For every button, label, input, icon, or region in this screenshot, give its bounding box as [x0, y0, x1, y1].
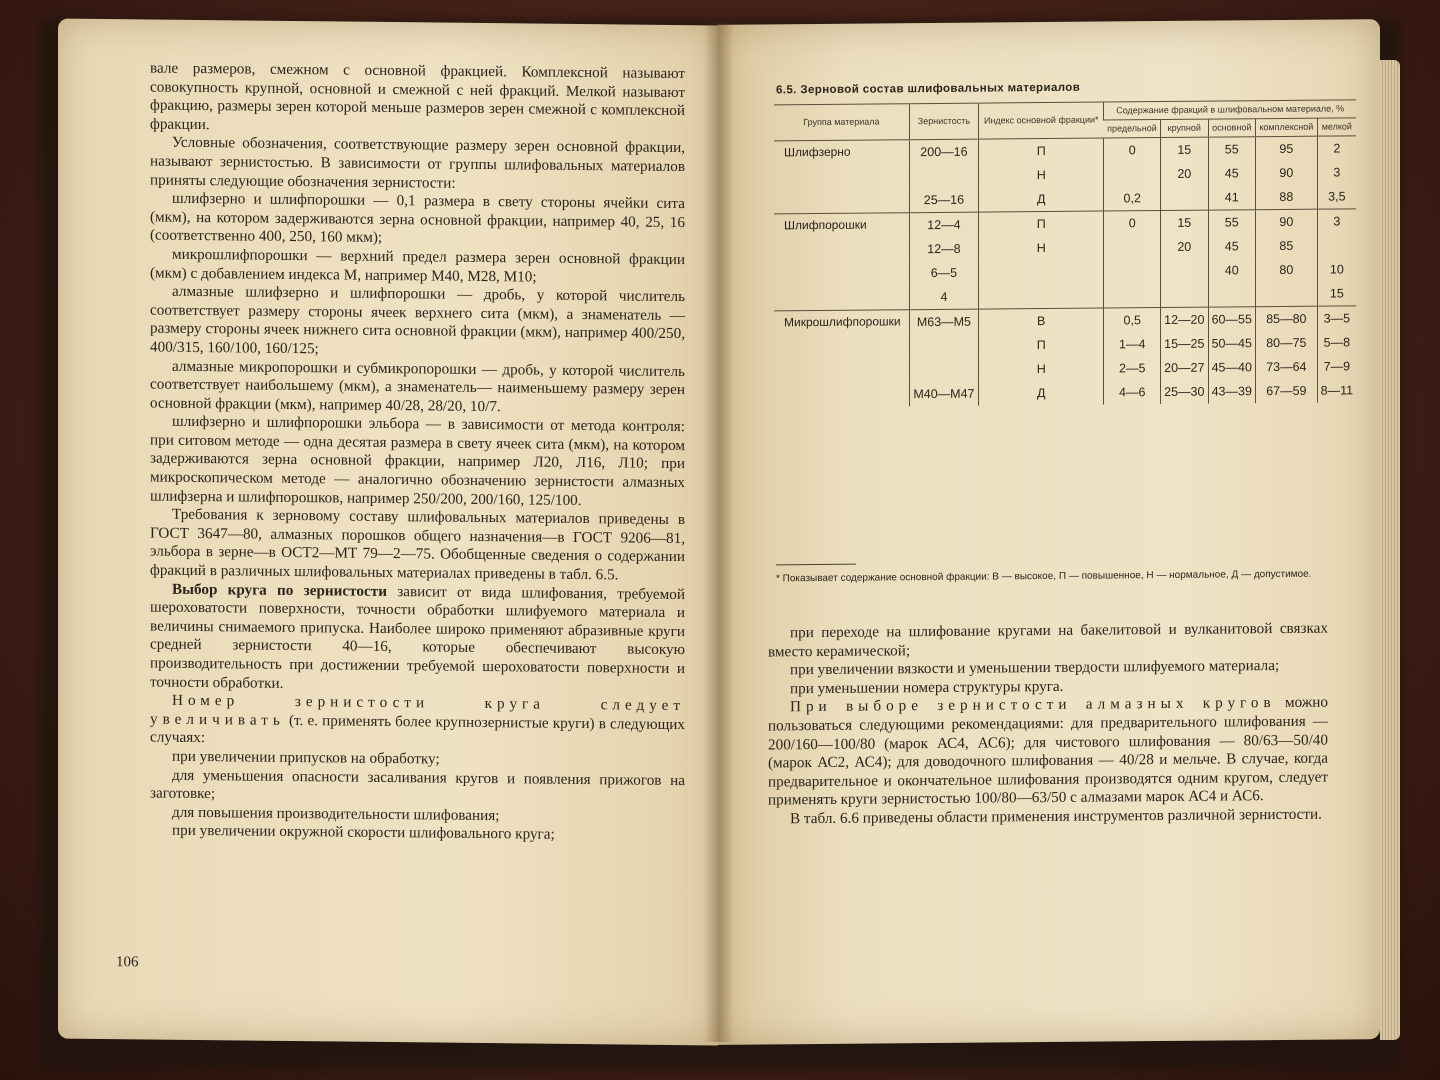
table-cell-grit: 12—8 — [909, 237, 978, 262]
table-cell-index: Н — [979, 236, 1104, 261]
header-main: основной — [1208, 119, 1255, 137]
table-cell-c2 — [1161, 283, 1208, 308]
table-cell-c5: 3 — [1317, 160, 1356, 184]
paragraph-text: шлифзерно и шлифпорошки — 0,1 размера в свету стороны ячейки сита (мкм), на котором задерживаются зерна основной фракции, например 40, 25, 16 (соответственно 400, 250, 160 мкм); — [150, 189, 685, 247]
table-cell-group — [774, 334, 909, 359]
paragraph-text: вале размеров, смежном с основной фракцией. Комплексной называют совокупность крупной, основной и смежной с ней фракций. Мелкой называют фракцию, размеры зерен которой меньше размеров зерен смежной с комплексной фракции. — [150, 59, 685, 133]
table-cell-index: В — [979, 308, 1104, 334]
header-fine: мелкой — [1317, 118, 1356, 136]
table-cell-index: П — [979, 333, 1104, 358]
table-cell-c2: 20 — [1161, 235, 1208, 259]
table-cell-index: Д — [979, 381, 1104, 406]
table-cell-c1: 0 — [1104, 138, 1161, 163]
paragraph — [150, 357, 685, 418]
table-cell-c2: 20—27 — [1161, 356, 1208, 380]
paragraph-text: для уменьшения опасности засаливания кругов и появления прижогов на заготовке; — [150, 766, 685, 803]
left-text-column — [150, 60, 685, 847]
table-cell-c2 — [1161, 186, 1208, 211]
paragraph-text: при увеличении вязкости и уменьшении твердости шлифуемого материала; — [790, 657, 1280, 679]
paragraph-text: Условные обозначения, соответствующие размеру зерен основной фракции, называют зернистостью. В зависимости от группы шлифовальных материалов приняты следующие обозначения зернистости: — [150, 134, 685, 192]
table-cell-grit: 6—5 — [909, 261, 978, 286]
table-cell-c4: 80—75 — [1255, 331, 1317, 356]
table-cell-group — [774, 261, 909, 286]
table-cell-c1: 0,2 — [1104, 186, 1161, 211]
table-cell-c5: 3 — [1317, 209, 1356, 234]
table-cell-c5: 3,5 — [1317, 184, 1356, 209]
header-limit: предельной — [1104, 120, 1161, 138]
table-body — [774, 136, 1356, 408]
paragraph — [150, 580, 685, 697]
table-cell-group: Микрошлифпорошки — [774, 310, 909, 336]
paragraph-text: при увеличении окружной скорости шлифовального круга; — [172, 822, 555, 844]
table-row — [774, 378, 1356, 407]
table-cell-grit — [909, 334, 978, 359]
paragraph — [150, 245, 685, 288]
paragraph — [150, 692, 685, 753]
table-cell-c5: 2 — [1317, 136, 1356, 161]
paragraph — [768, 806, 1328, 829]
table-cell-index: Н — [979, 357, 1104, 382]
table-cell-c2 — [1161, 259, 1208, 283]
table-cell-c1: 0 — [1104, 211, 1161, 236]
table-cell-c5: 15 — [1317, 281, 1356, 306]
table-cell-c4: 90 — [1255, 209, 1317, 234]
table-cell-c1 — [1104, 162, 1161, 186]
table-cell-c3: 41 — [1208, 185, 1255, 210]
table-cell-index — [979, 284, 1104, 310]
table-cell-c1 — [1104, 283, 1161, 308]
table-cell-c4: 80 — [1255, 258, 1317, 283]
page-edges — [1380, 60, 1400, 1040]
paragraph — [150, 283, 685, 363]
paragraph-bold-lead: Выбор круга по зернистости — [172, 580, 387, 600]
table-cell-group — [774, 382, 909, 407]
paragraph — [768, 694, 1328, 810]
table-cell-c5: 10 — [1317, 257, 1356, 281]
table-cell-c3 — [1208, 282, 1255, 307]
table-cell-c3: 45—40 — [1208, 355, 1255, 379]
table-cell-c3: 60—55 — [1208, 307, 1255, 332]
table-title: 6.5. Зерновой состав шлифовальных материалов — [776, 81, 1081, 97]
paragraph-text: при увеличении припусков на обработку; — [172, 747, 440, 768]
header-content: Содержание фракций в шлифовальном материале, % — [1104, 100, 1356, 120]
table-cell-group — [774, 164, 909, 189]
table-cell-c4: 95 — [1255, 136, 1317, 161]
table-cell-c3: 45 — [1208, 234, 1255, 258]
table-cell-c3: 50—45 — [1208, 331, 1255, 355]
table-cell-c1: 2—5 — [1104, 356, 1161, 380]
table-cell-group — [774, 188, 909, 214]
paragraph — [150, 134, 685, 195]
header-group: Группа материала — [774, 104, 909, 141]
table-cell-grit: 25—16 — [909, 188, 978, 213]
table-cell-c1 — [1104, 259, 1161, 283]
paragraph — [150, 190, 685, 251]
table-cell-grit — [909, 358, 978, 383]
left-page — [58, 19, 718, 1046]
table-cell-c5 — [1317, 233, 1356, 257]
paragraph-text: Требования к зерновому составу шлифовальных материалов приведены в ГОСТ 3647—80, алмазных порошков общего назначения—в ГОСТ 9206—81, эльбора в зерне—в ОСТ2—МТ 79—2—75. Обобщенные сведения о содержании фракций в различных шлифовальных материалах приведены в табл. 6.5. — [150, 505, 685, 584]
table-footnote: * Показывает содержание основной фракции: В — высокое, П — повышенное, Н — нормальное, Д — допустимое. — [776, 568, 1312, 585]
table-cell-c4: 73—64 — [1255, 355, 1317, 380]
paragraph-text: (т. е. применять более крупнозернистые круги) в следующих случаях: — [150, 711, 685, 747]
right-page — [718, 19, 1380, 1045]
paragraph-text: зависит от вида шлифования, требуемой шероховатости поверхности, точности обработки шлифуемого материала и величины снимаемого припуска. Наиболее широко применяют абразивные круги средней зернистости 40—16, которые обеспечивают высокую производительность при достижении требуемой шероховатости поверхности и точности обработки. — [150, 582, 686, 692]
table-cell-grit: М40—М47 — [909, 382, 978, 407]
paragraph-spaced-lead: При выборе зернистости алмазных кругов — [790, 694, 1276, 716]
table-cell-c5: 5—8 — [1317, 330, 1356, 354]
paragraph-text: для повышения производительности шлифования; — [172, 803, 500, 824]
table-cell-c5: 3—5 — [1317, 306, 1356, 331]
header-coarse: крупной — [1161, 119, 1208, 137]
paragraph — [150, 60, 685, 140]
table-cell-group: Шлифпорошки — [774, 213, 909, 239]
header-grit: Зернистость — [909, 103, 978, 140]
table-cell-c2: 15 — [1161, 137, 1208, 162]
table-cell-index: П — [979, 138, 1104, 164]
table-cell-c5: 8—11 — [1317, 378, 1356, 402]
paragraph — [150, 413, 685, 512]
table-cell-c3: 40 — [1208, 258, 1255, 282]
table-cell-c3: 55 — [1208, 137, 1255, 162]
table-cell-index: П — [979, 211, 1104, 237]
table-cell-group — [774, 358, 909, 383]
table-cell-c5: 7—9 — [1317, 354, 1356, 378]
table-cell-c4: 88 — [1255, 185, 1317, 210]
header-complex: комплексной — [1255, 118, 1317, 137]
paragraph-text: алмазные шлифзерно и шлифпорошки — дробь, у которой числитель соответствует размеру стороны ячеек верхнего сита (мкм), а знаменатель — размеру стороны ячеек нижнего сита основной фракции (мкм), например 400/250, 400/315, 160/100, 160/125; — [150, 282, 685, 358]
table-cell-c2: 25—30 — [1161, 380, 1208, 404]
table-cell-grit: М63—М5 — [909, 309, 978, 334]
table-cell-c4: 85—80 — [1255, 306, 1317, 331]
table-cell-c2: 20 — [1161, 162, 1208, 186]
paragraph-text: при уменьшении номера структуры круга. — [790, 677, 1064, 698]
table-cell-c2: 15 — [1161, 210, 1208, 235]
table-cell-c1 — [1104, 235, 1161, 259]
header-index: Индекс основной фракции* — [979, 102, 1104, 139]
table-cell-group: Шлифзерно — [774, 140, 909, 166]
table-cell-grit: 4 — [909, 285, 978, 310]
right-text-column — [768, 620, 1328, 829]
paragraph — [150, 766, 685, 809]
paragraph-text: при переходе на шлифование кругами на бакелитовой и вулканитовой связках вместо керамической; — [768, 619, 1328, 661]
paragraph — [150, 506, 685, 586]
table-cell-index: Д — [979, 187, 1104, 213]
page-number: 106 — [116, 954, 139, 971]
paragraph-text: алмазные микропорошки и субмикропорошки — дробь, у которой числитель соответствует наибольшему (мкм), а знаменатель— наименьшему размеру зерен основной фракции (мкм), например 40/28, 28/20, 10/7. — [150, 357, 685, 415]
table-cell-grit: 12—4 — [909, 212, 978, 237]
table-cell-group — [774, 237, 909, 262]
table-cell-c2: 15—25 — [1161, 332, 1208, 356]
paragraph-text: микрошлифпорошки — верхний предел размера зерен основной фракции (мкм) с добавлением индекса М, например М40, М28, М10; — [150, 245, 685, 286]
table-cell-group — [774, 285, 909, 311]
paragraph-spaced-lead: Номер зернистости круга следует увеличивать — [150, 691, 685, 729]
table-cell-c4: 67—59 — [1255, 379, 1317, 404]
paragraph — [768, 620, 1328, 662]
footnote-rule — [776, 564, 856, 566]
table-cell-index: Н — [979, 163, 1104, 188]
paragraph-text: можно пользоваться следующими рекомендациями: для предварительного шлифования — 200/160—100/80 (марок АС4, АС6); для чистового шлифования — 80/63—50/40 (марок АС2, АС4); для доводочного шлифования — 40/28 и мельче. В случае, когда предварительное и окончательное шлифования производятся одним кругом, следует применять круги зернистостью 100/80—63/50 с алмазами марок АС4 и АС6. — [768, 693, 1329, 809]
table-cell-grit: 200—16 — [909, 139, 978, 164]
paragraph-text: В табл. 6.6 приведены области применения инструментов различной зернистости. — [790, 805, 1322, 828]
table-cell-c4 — [1255, 282, 1317, 307]
book-gutter — [704, 22, 734, 1042]
table-cell-c1: 4—6 — [1104, 380, 1161, 404]
table-cell-c4: 85 — [1255, 234, 1317, 259]
table-cell-c3: 55 — [1208, 210, 1255, 235]
table-cell-index — [979, 260, 1104, 285]
table-cell-grit — [909, 164, 978, 189]
table-cell-c2: 12—20 — [1161, 307, 1208, 332]
grain-table — [774, 99, 1356, 407]
table-cell-c3: 43—39 — [1208, 379, 1255, 403]
table-cell-c4: 90 — [1255, 161, 1317, 186]
paragraph-text: шлифзерно и шлифпорошки эльбора — в зависимости от метода контроля: при ситовом методе — одна десятая размера в свету ячеек сита (мкм), на котором задерживаются зерна основной фракции, например Л20, Л16, Л10; при микроскопическом методе — аналогично обозначению зернистости алмазных шлифзерна и шлифпорошков, например 250/200, 200/160, 125/100. — [150, 413, 685, 509]
table-cell-c1: 1—4 — [1104, 332, 1161, 356]
table-cell-c1: 0,5 — [1104, 308, 1161, 333]
table-cell-c3: 45 — [1208, 161, 1255, 185]
